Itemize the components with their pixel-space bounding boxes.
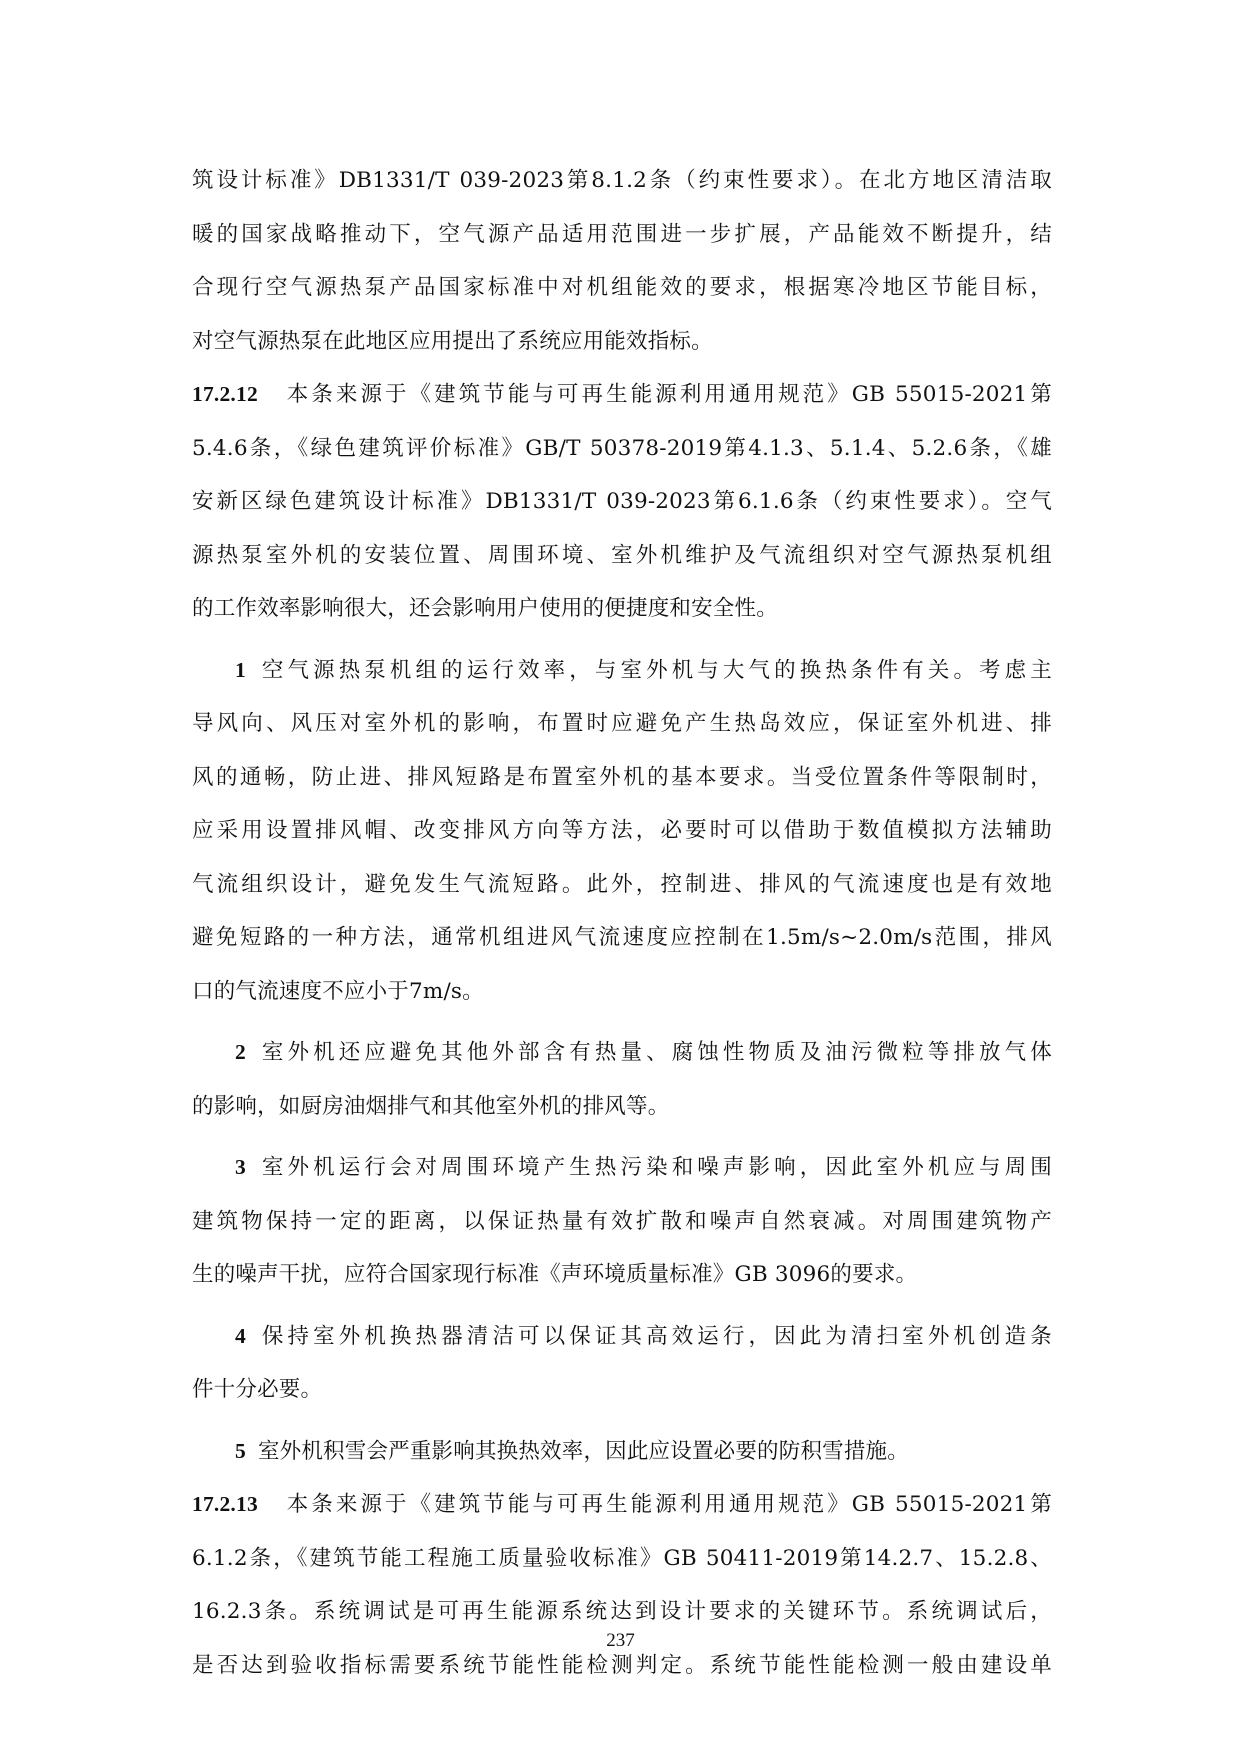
clause-17-2-12 <box>192 368 1052 636</box>
list-item-1 <box>192 644 1052 1019</box>
page-body <box>192 154 1052 1692</box>
item-text: 室外机积雪会严重影响其换热效率，因此应设置必要的防积雪措施。 <box>257 1438 909 1464</box>
item-first-line <box>192 644 1052 698</box>
item-number: 4 <box>235 1323 246 1348</box>
text-line: 暖的国家战略推动下，空气源产品适用范围进一步扩展，产品能效不断提升，结 <box>192 221 1052 247</box>
text-line: 件十分必要。 <box>192 1377 323 1402</box>
item-first-line <box>192 1141 1052 1195</box>
text-line: 的工作效率影响很大，还会影响用户使用的便捷度和安全性。 <box>192 596 778 621</box>
item-number: 2 <box>235 1040 246 1064</box>
text-line: 筑设计标准》DB1331/T 039-2023第8.1.2条（约束性要求）。在北方地区清洁取 <box>192 168 1052 193</box>
text-line: 避免短路的一种方法，通常机组进风气流速度应控制在1.5m/s~2.0m/s范围，排风 <box>192 925 1052 950</box>
page-number: 237 <box>606 1630 635 1651</box>
text-line: 是否达到验收指标需要系统节能性能检测判定。系统节能性能检测一般由建设单 <box>192 1652 1052 1678</box>
item-first-line <box>192 1310 1052 1364</box>
text-line: 建筑物保持一定的距离，以保证热量有效扩散和噪声自然衰减。对周围建筑物产 <box>192 1208 1052 1234</box>
text-line: 安新区绿色建筑设计标准》DB1331/T 039-2023第6.1.6条（约束性要求）。空气 <box>192 489 1052 514</box>
clause-number: 17.2.12 <box>192 382 258 406</box>
text-line: 合现行空气源热泵产品国家标准中对机组能效的要求，根据寒冷地区节能目标， <box>192 275 1052 300</box>
text-line: 口的气流速度不应小于7m/s。 <box>192 978 484 1004</box>
clause-first-line <box>192 1478 1052 1532</box>
text-line: 5.4.6条，《绿色建筑评价标准》GB/T 50378-2019第4.1.3、5.1.4、5.2.6条，《雄 <box>192 435 1052 461</box>
clause-first-line <box>192 368 1052 422</box>
text-line: 气流组织设计，避免发生气流短路。此外，控制进、排风的气流速度也是有效地 <box>192 871 1052 897</box>
text-line: 6.1.2条，《建筑节能工程施工质量验收标准》GB 50411-2019第14.2.7、15.2.8、 <box>192 1545 1052 1571</box>
clause-17-2-13 <box>192 1478 1052 1692</box>
list-item-3 <box>192 1141 1052 1302</box>
item-text: 室外机运行会对周围环境产生热污染和噪声影响，因此室外机应与周围 <box>257 1155 1052 1180</box>
text-line: 16.2.3条。系统调试是可再生能源系统达到设计要求的关键环节。系统调试后， <box>192 1599 1052 1624</box>
text-line: 生的噪声干扰，应符合国家现行标准《声环境质量标准》GB 3096的要求。 <box>192 1262 918 1287</box>
clause-text: 本条来源于《建筑节能与可再生能源利用通用规范》GB 55015-2021第 <box>283 1492 1052 1517</box>
item-text: 空气源热泵机组的运行效率，与室外机与大气的换热条件有关。考虑主 <box>257 657 1052 683</box>
item-text: 室外机还应避免其他外部含有热量、腐蚀性物质及油污微粒等排放气体 <box>257 1040 1052 1065</box>
text-line: 对空气源热泵在此地区应用提出了系统应用能效指标。 <box>192 328 713 354</box>
text-line: 的影响，如厨房油烟排气和其他室外机的排风等。 <box>192 1093 670 1119</box>
text-line: 源热泵室外机的安装位置、周围环境、室外机维护及气流组织对空气源热泵机组 <box>192 542 1052 568</box>
item-number: 3 <box>235 1155 246 1179</box>
list-item-5 <box>192 1425 1052 1479</box>
continued-paragraph <box>192 154 1052 368</box>
item-first-line <box>192 1425 1052 1479</box>
clause-text: 本条来源于《建筑节能与可再生能源利用通用规范》GB 55015-2021第 <box>283 382 1052 407</box>
text-line: 导风向、风压对室外机的影响，布置时应避免产生热岛效应，保证室外机进、排 <box>192 711 1052 736</box>
text-line: 风的通畅，防止进、排风短路是布置室外机的基本要求。当受位置条件等限制时， <box>192 764 1052 790</box>
list-item-4 <box>192 1310 1052 1417</box>
list-item-2 <box>192 1026 1052 1133</box>
item-text: 保持室外机换热器清洁可以保证其高效运行，因此为清扫室外机创造条 <box>257 1323 1052 1349</box>
item-number: 5 <box>235 1438 246 1463</box>
clause-number: 17.2.13 <box>192 1492 258 1516</box>
item-number: 1 <box>235 657 246 682</box>
text-line: 应采用设置排风帽、改变排风方向等方法，必要时可以借助于数值模拟方法辅助 <box>192 818 1052 843</box>
item-first-line <box>192 1026 1052 1080</box>
